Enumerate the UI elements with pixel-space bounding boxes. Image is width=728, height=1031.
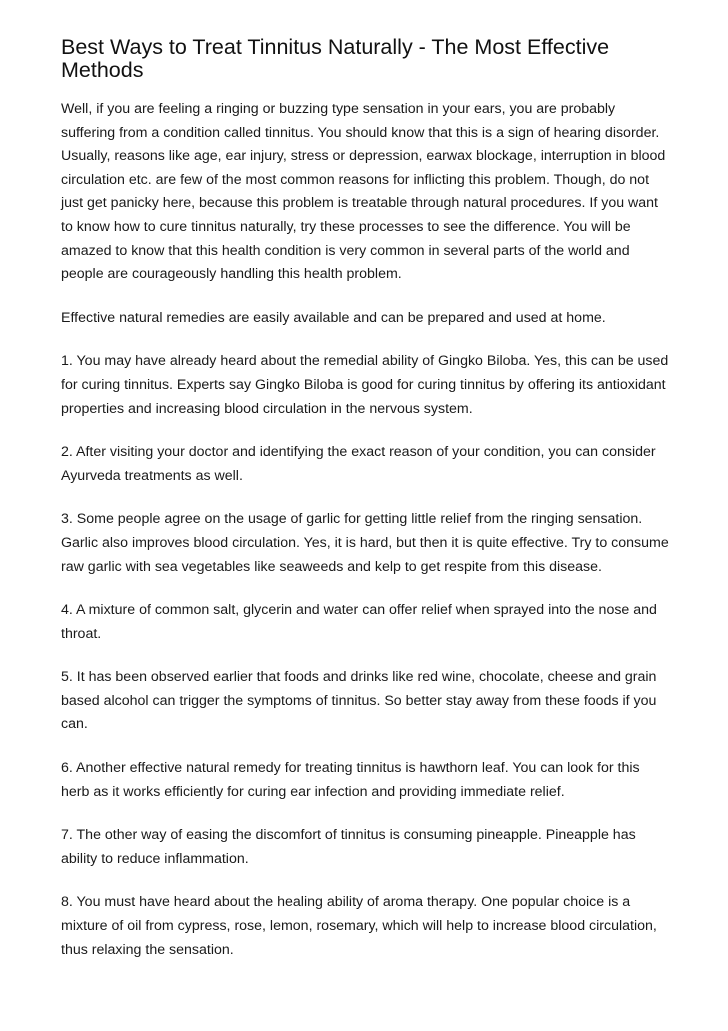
remedy-item-6: 6. Another effective natural remedy for treating tinnitus is hawthorn leaf. You can look for this herb as it works efficiently for curing ear infection and providing immediate relief. [61,760,640,800]
lead-paragraph: Effective natural remedies are easily available and can be prepared and used at home. [61,309,606,326]
remedy-item-8: 8. You must have heard about the healing ability of aroma therapy. One popular choice is a mixture of oil from cypress, rose, lemon, rosemary, which will help to increase blood circulation, thus relaxing the sensation. [61,894,657,958]
remedy-item-2: 2. After visiting your doctor and identifying the exact reason of your condition, you can consider Ayurveda treatments as well. [61,444,656,484]
document-title: Best Ways to Treat Tinnitus Naturally - The Most Effective Methods [61,35,610,82]
remedy-item-1: 1. You may have already heard about the remedial ability of Gingko Biloba. Yes, this can be used for curing tinnitus. Experts say Gingko Biloba is good for curing tinnitus by offering its antioxidant properties and increasing blood circulation in the nervous system. [61,353,669,417]
document-page [61,36,671,962]
remedy-item-4: 4. A mixture of common salt, glycerin and water can offer relief when sprayed into the nose and throat. [61,602,657,642]
remedy-item-7: 7. The other way of easing the discomfort of tinnitus is consuming pineapple. Pineapple has ability to reduce inflammation. [61,827,636,867]
intro-paragraph: Well, if you are feeling a ringing or buzzing type sensation in your ears, you are probably suffering from a condition called tinnitus. You should know that this is a sign of hearing disorder. Usually, reasons like age, ear injury, stress or depression, earwax blockage, interruption in blood circulation etc. are few of the most common reasons for inflicting this problem. Though, do not just get panicky here, because this problem is treatable through natural procedures. If you want to know how to cure tinnitus naturally, try these processes to see the difference. You will be amazed to know that this health condition is very common in several parts of the world and people are courageously handling this health problem. [61,101,666,283]
remedy-item-5: 5. It has been observed earlier that foods and drinks like red wine, chocolate, cheese and grain based alcohol can trigger the symptoms of tinnitus. So better stay away from these foods if you can. [61,669,657,733]
remedy-item-3: 3. Some people agree on the usage of garlic for getting little relief from the ringing sensation. Garlic also improves blood circulation. Yes, it is hard, but then it is quite effective. Try to consume raw garlic with sea vegetables like seaweeds and kelp to get respite from this disease. [61,511,669,575]
